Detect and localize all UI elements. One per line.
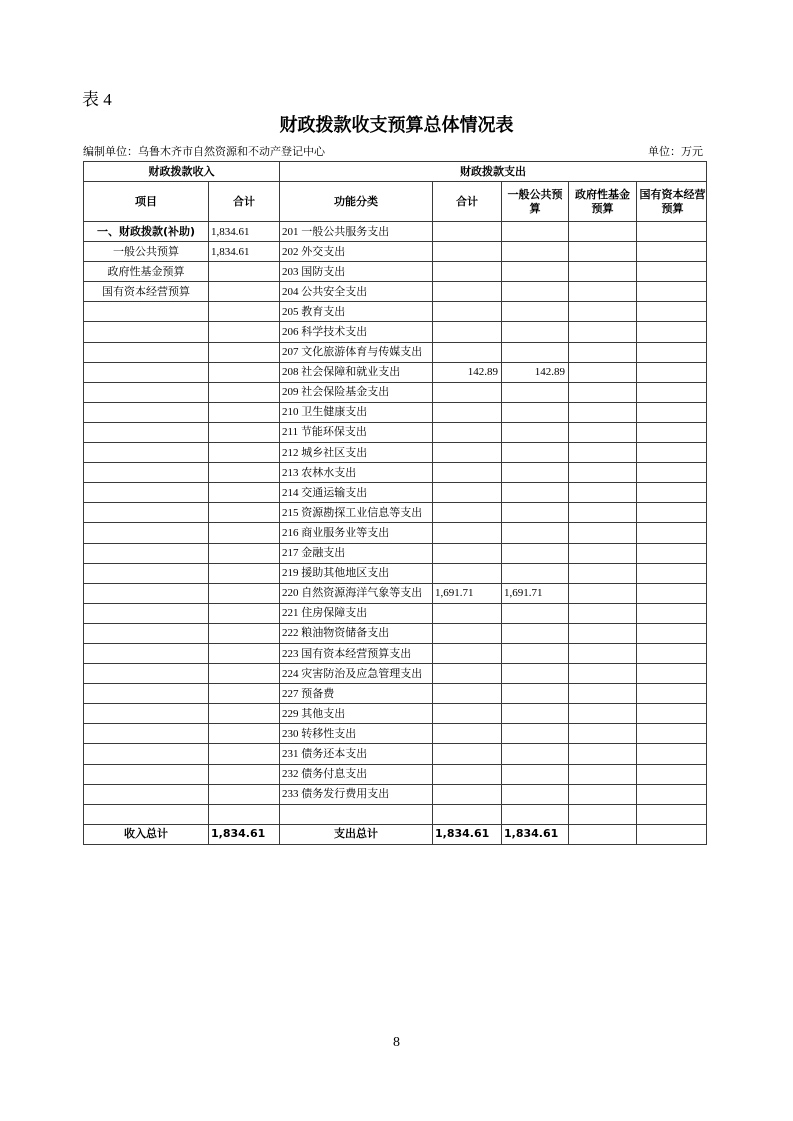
table-row [84,704,707,724]
table-row [84,362,707,382]
cell-fund-budget [569,664,637,684]
col-header-item-label: 项目 [135,194,157,208]
table-header [84,162,707,222]
cell-income-total [209,362,280,382]
cell-expense-total [433,764,502,784]
cell-fund-budget [569,804,637,824]
cell-general-budget [502,463,569,483]
cell-category: 206 科学技术支出 [280,322,433,342]
cell-expense-total [433,222,502,242]
cell-category: 223 国有资本经营预算支出 [280,643,433,663]
cell-general-budget [502,342,569,362]
cell-item: 政府性基金预算 [84,262,209,282]
cell-expense-total [433,402,502,422]
cell-category: 212 城乡社区支出 [280,443,433,463]
cell-category: 215 资源勘探工业信息等支出 [280,503,433,523]
col-header-income-total [209,182,280,222]
cell-income-total [209,262,280,282]
table-row [84,262,707,282]
cell-state-capital-budget [637,382,707,402]
cell-general-budget [502,282,569,302]
cell-state-capital-budget [637,443,707,463]
cell-general-budget: 1,691.71 [502,583,569,603]
table-row [84,764,707,784]
cell-item [84,764,209,784]
cell-general-budget [502,643,569,663]
cell-category: 208 社会保障和就业支出 [280,362,433,382]
cell-state-capital-budget [637,724,707,744]
cell-fund-budget [569,342,637,362]
cell-item [84,463,209,483]
cell-fund-budget [569,222,637,242]
group-header-row [84,162,707,182]
cell-fund-budget [569,402,637,422]
cell-item [84,583,209,603]
cell-category: 213 农林水支出 [280,463,433,483]
cell-general-budget [502,262,569,282]
cell-income-total [209,302,280,322]
cell-fund-budget [569,563,637,583]
cell-fund-budget [569,242,637,262]
cell-item [84,563,209,583]
amount-unit: 单位：万元 [648,146,703,158]
cell-expense-total [433,664,502,684]
page-number: 8 [393,1035,400,1050]
cell-item [84,503,209,523]
cell-general-budget [502,242,569,262]
table-row [84,643,707,663]
cell-general-budget [502,382,569,402]
cell-state-capital-budget [637,242,707,262]
cell-general-budget [502,523,569,543]
cell-item [84,704,209,724]
column-header-row [84,182,707,222]
cell-category: 231 债务还本支出 [280,744,433,764]
cell-state-capital-budget [637,744,707,764]
cell-state-capital-budget [637,342,707,362]
cell-item [84,744,209,764]
table-row [84,503,707,523]
col-header-fund-budget-label: 政府性基金预算 [575,187,630,215]
cell-state-capital-budget [637,422,707,442]
cell-income-total: 1,834.61 [209,242,280,262]
cell-income-total [209,463,280,483]
cell-expense-total [433,724,502,744]
cell-income-total [209,764,280,784]
cell-expense-total [433,603,502,623]
cell-state-capital-budget [637,824,707,844]
cell-fund-budget [569,422,637,442]
cell-category: 214 交通运输支出 [280,483,433,503]
cell-state-capital-budget [637,704,707,724]
cell-income-total [209,643,280,663]
col-header-expense-total-label: 合计 [456,194,478,208]
cell-fund-budget [569,784,637,804]
cell-category: 211 节能环保支出 [280,422,433,442]
table-row [84,583,707,603]
cell-income-total [209,543,280,563]
table-footer [84,824,707,844]
col-header-general-budget [502,182,569,222]
cell-general-budget [502,664,569,684]
cell-category: 220 自然资源海洋气象等支出 [280,583,433,603]
table-row [84,222,707,242]
cell-item [84,784,209,804]
cell-item [84,543,209,563]
cell-state-capital-budget [637,262,707,282]
cell-item [84,422,209,442]
col-header-state-capital-budget-label: 国有资本经营预算 [639,187,706,215]
cell-fund-budget [569,302,637,322]
cell-fund-budget [569,824,637,844]
cell-item [84,623,209,643]
cell-state-capital-budget [637,623,707,643]
cell-fund-budget [569,463,637,483]
cell-expense-total [433,784,502,804]
cell-income-total [209,623,280,643]
table-row [84,543,707,563]
cell-income-total [209,523,280,543]
cell-fund-budget [569,704,637,724]
cell-item: 收入总计 [84,824,209,844]
cell-income-total [209,563,280,583]
cell-item [84,362,209,382]
table-row [84,302,707,322]
table-row [84,322,707,342]
cell-general-budget [502,724,569,744]
cell-item [84,664,209,684]
budget-table [83,161,707,845]
cell-income-total [209,422,280,442]
cell-fund-budget [569,643,637,663]
cell-fund-budget [569,322,637,342]
cell-fund-budget [569,282,637,302]
cell-state-capital-budget [637,603,707,623]
col-header-item [84,182,209,222]
compiling-organization: 编制单位：乌鲁木齐市自然资源和不动产登记中心 [83,146,325,158]
table-number-label: 表 4 [82,90,112,109]
cell-category: 217 金融支出 [280,543,433,563]
cell-item: 一、财政拨款(补助) [84,222,209,242]
expense-group-header: 财政拨款支出 [280,162,707,182]
cell-item [84,342,209,362]
cell-category: 233 债务发行费用支出 [280,784,433,804]
col-header-state-capital-budget [637,182,707,222]
cell-income-total [209,664,280,684]
col-header-category [280,182,433,222]
table-row [84,623,707,643]
cell-category: 222 粮油物资储备支出 [280,623,433,643]
cell-general-budget [502,222,569,242]
cell-general-budget: 1,834.61 [502,824,569,844]
cell-item [84,302,209,322]
cell-expense-total [433,342,502,362]
cell-expense-total: 1,691.71 [433,583,502,603]
cell-item [84,804,209,824]
cell-item [84,724,209,744]
cell-income-total [209,322,280,342]
table-row [84,603,707,623]
cell-category: 204 公共安全支出 [280,282,433,302]
cell-expense-total: 1,834.61 [433,824,502,844]
cell-category: 221 住房保障支出 [280,603,433,623]
cell-expense-total [433,483,502,503]
cell-state-capital-budget [637,684,707,704]
cell-fund-budget [569,443,637,463]
cell-expense-total [433,422,502,442]
cell-category: 219 援助其他地区支出 [280,563,433,583]
table-row [84,804,707,824]
cell-item [84,443,209,463]
cell-general-budget [502,322,569,342]
cell-general-budget [502,784,569,804]
cell-income-total [209,583,280,603]
document-title: 财政拨款收支预算总体情况表 [279,115,514,136]
cell-fund-budget [569,744,637,764]
cell-fund-budget [569,503,637,523]
cell-expense-total [433,262,502,282]
cell-expense-total [433,804,502,824]
cell-general-budget [502,704,569,724]
cell-income-total [209,603,280,623]
table-row [84,463,707,483]
cell-general-budget [502,623,569,643]
col-header-income-total-label: 合计 [233,194,255,208]
cell-expense-total [433,623,502,643]
cell-general-budget [502,483,569,503]
cell-item [84,322,209,342]
cell-income-total [209,282,280,302]
cell-income-total [209,382,280,402]
cell-general-budget [502,563,569,583]
cell-state-capital-budget [637,764,707,784]
table-row [84,784,707,804]
cell-expense-total [433,322,502,342]
cell-general-budget [502,684,569,704]
cell-fund-budget [569,684,637,704]
cell-expense-total [433,302,502,322]
col-header-category-label: 功能分类 [334,194,378,208]
cell-expense-total: 142.89 [433,362,502,382]
cell-category: 229 其他支出 [280,704,433,724]
cell-state-capital-budget [637,784,707,804]
cell-income-total [209,342,280,362]
cell-category: 203 国防支出 [280,262,433,282]
cell-state-capital-budget [637,804,707,824]
cell-general-budget [502,443,569,463]
cell-state-capital-budget [637,222,707,242]
cell-category: 224 灾害防治及应急管理支出 [280,664,433,684]
cell-expense-total [433,503,502,523]
cell-fund-budget [569,623,637,643]
cell-fund-budget [569,764,637,784]
cell-general-budget [502,543,569,563]
cell-general-budget [502,744,569,764]
table-row [84,664,707,684]
cell-category: 209 社会保险基金支出 [280,382,433,402]
cell-general-budget [502,603,569,623]
cell-category: 201 一般公共服务支出 [280,222,433,242]
cell-category: 支出总计 [280,824,433,844]
cell-state-capital-budget [637,643,707,663]
table-row [84,724,707,744]
cell-expense-total [433,643,502,663]
cell-income-total: 1,834.61 [209,824,280,844]
cell-expense-total [433,242,502,262]
cell-category: 230 转移性支出 [280,724,433,744]
table-row [84,242,707,262]
cell-expense-total [433,282,502,302]
cell-fund-budget [569,543,637,563]
cell-general-budget [502,804,569,824]
cell-expense-total [433,704,502,724]
cell-expense-total [433,382,502,402]
cell-state-capital-budget [637,463,707,483]
cell-fund-budget [569,262,637,282]
cell-category: 227 预备费 [280,684,433,704]
cell-category: 202 外交支出 [280,242,433,262]
cell-fund-budget [569,523,637,543]
cell-expense-total [433,684,502,704]
cell-state-capital-budget [637,322,707,342]
table-row [84,563,707,583]
table-row [84,523,707,543]
cell-state-capital-budget [637,302,707,322]
cell-item [84,483,209,503]
cell-expense-total [433,443,502,463]
cell-category: 232 债务付息支出 [280,764,433,784]
cell-fund-budget [569,382,637,402]
cell-general-budget [502,402,569,422]
cell-income-total [209,744,280,764]
col-header-fund-budget [569,182,637,222]
table-row [84,382,707,402]
cell-expense-total [433,744,502,764]
cell-income-total [209,784,280,804]
cell-general-budget: 142.89 [502,362,569,382]
cell-item [84,382,209,402]
cell-fund-budget [569,603,637,623]
col-header-expense-total [433,182,502,222]
cell-item [84,523,209,543]
cell-category: 207 文化旅游体育与传媒支出 [280,342,433,362]
table-row [84,282,707,302]
cell-item: 一般公共预算 [84,242,209,262]
cell-item [84,643,209,663]
cell-fund-budget [569,724,637,744]
cell-state-capital-budget [637,583,707,603]
cell-expense-total [433,543,502,563]
cell-category: 216 商业服务业等支出 [280,523,433,543]
cell-fund-budget [569,483,637,503]
cell-fund-budget [569,362,637,382]
table-row [84,402,707,422]
cell-category: 210 卫生健康支出 [280,402,433,422]
cell-income-total [209,503,280,523]
table-row [84,443,707,463]
cell-income-total [209,443,280,463]
cell-state-capital-budget [637,563,707,583]
cell-general-budget [502,302,569,322]
cell-fund-budget [569,583,637,603]
table-row [84,342,707,362]
cell-state-capital-budget [637,402,707,422]
total-row [84,824,707,844]
col-header-general-budget-label: 一般公共预算 [507,187,563,215]
cell-item [84,684,209,704]
cell-item: 国有资本经营预算 [84,282,209,302]
cell-category: 205 教育支出 [280,302,433,322]
cell-state-capital-budget [637,523,707,543]
cell-state-capital-budget [637,664,707,684]
cell-category [280,804,433,824]
table-row [84,422,707,442]
cell-income-total [209,704,280,724]
cell-income-total [209,483,280,503]
cell-state-capital-budget [637,543,707,563]
cell-general-budget [502,503,569,523]
income-group-header: 财政拨款收入 [84,162,280,182]
table-row [84,684,707,704]
cell-state-capital-budget [637,503,707,523]
cell-expense-total [433,523,502,543]
table-row [84,744,707,764]
cell-general-budget [502,764,569,784]
cell-income-total [209,804,280,824]
cell-item [84,402,209,422]
table-body [84,222,707,825]
cell-state-capital-budget [637,483,707,503]
cell-general-budget [502,422,569,442]
cell-item [84,603,209,623]
cell-expense-total [433,463,502,483]
table-row [84,483,707,503]
cell-state-capital-budget [637,362,707,382]
cell-income-total: 1,834.61 [209,222,280,242]
cell-income-total [209,724,280,744]
cell-state-capital-budget [637,282,707,302]
cell-income-total [209,402,280,422]
cell-expense-total [433,563,502,583]
cell-income-total [209,684,280,704]
